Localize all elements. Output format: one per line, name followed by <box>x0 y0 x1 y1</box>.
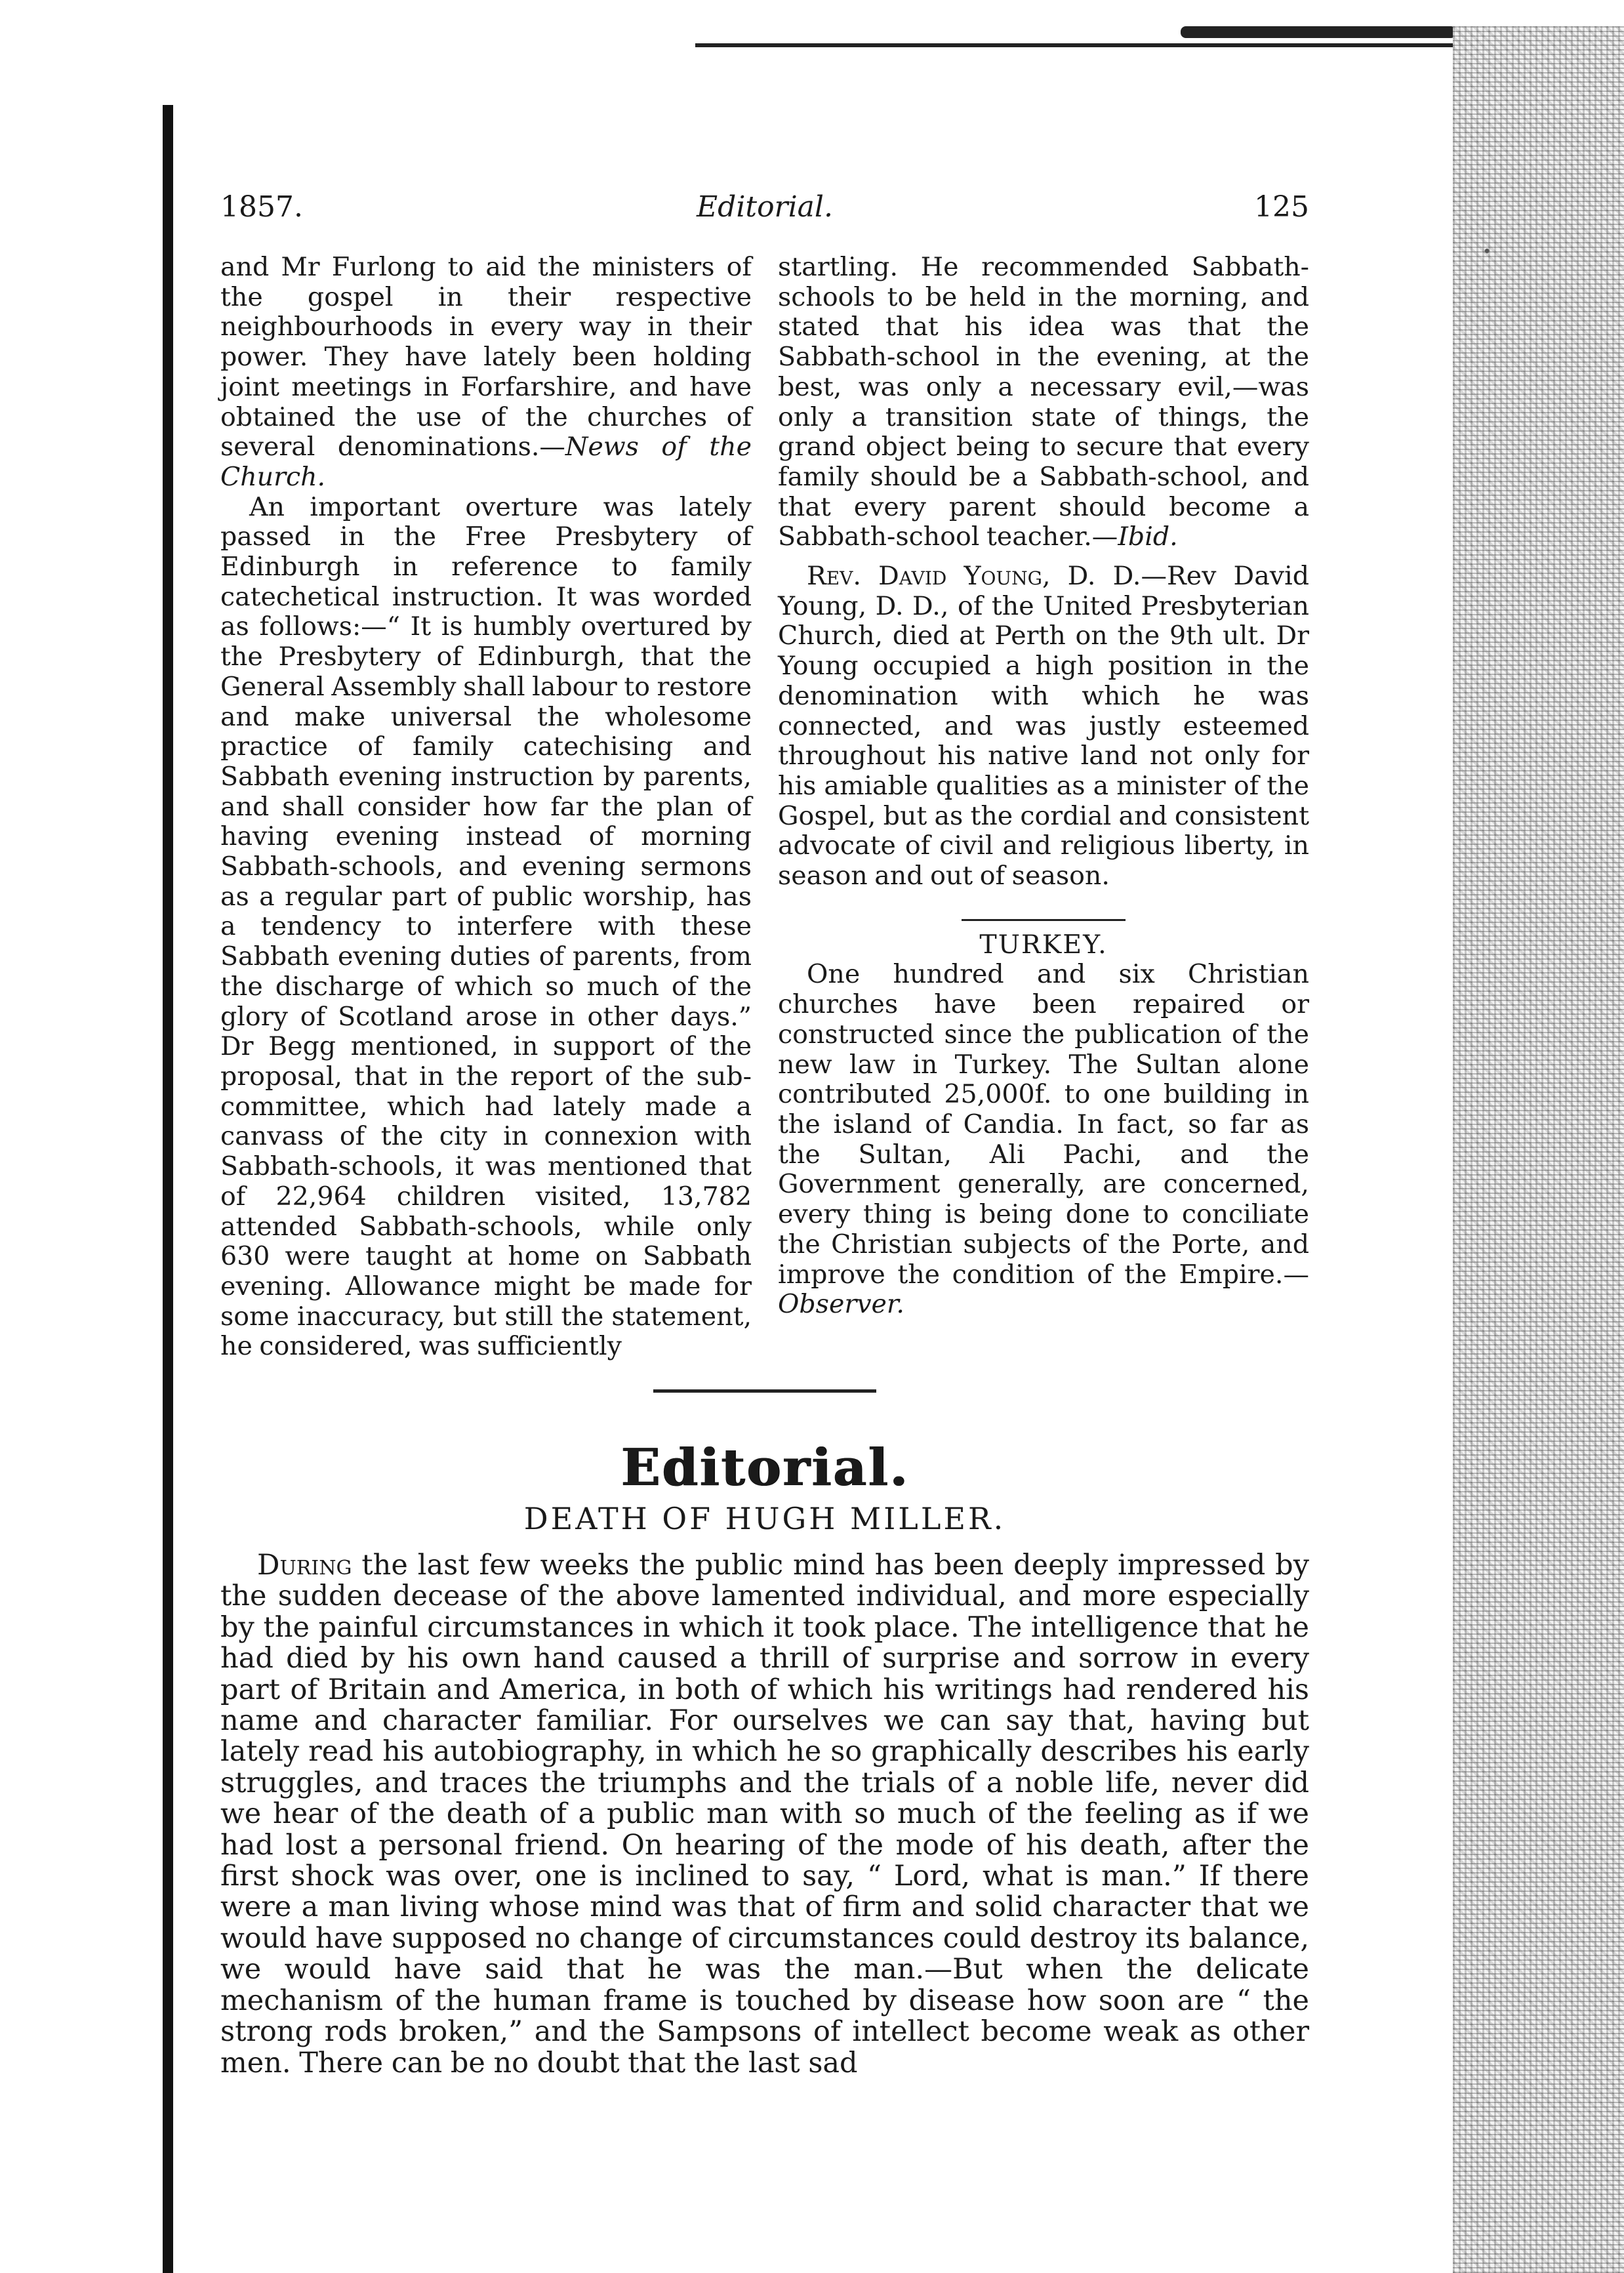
article-drop-word: During <box>257 1549 352 1582</box>
turkey-heading: TURKEY. <box>979 929 1108 960</box>
scan-binding-edge <box>163 105 173 2273</box>
left-paragraph-furlong <box>220 253 752 493</box>
article-paragraph <box>220 1550 1309 2079</box>
right-paragraph-sabbath-text: startling. He recommended Sabbath-schools to be held in the morning, and stated that his idea was that the Sabbath-school in the evening, at the best, was only a necessary evil,—was only a transition state of things, the grand object being to secure that every family should be a Sabbath-school, and that every parent should become a Sabbath-school teacher.— <box>778 252 1309 552</box>
left-paragraph-overture: An important overture was lately passed in the Free Presbytery of Edinburgh in reference to family catechetical instruction. It was worded as follows:—“ It is humbly overtured by the Presbytery of Edinburgh, that the General Assembly shall labour to restore and make universal the wholesome practice of family catechising and Sabbath evening instruction by parents, and shall consider how far the plan of having evening instead of morning Sabbath-schools, and evening sermons as a regular part of public worship, has a tendency to interfere with these Sabbath evening duties of parents, from the discharge of which so much of the glory of Scotland arose in other days.” Dr Begg mentioned, in support of the proposal, that in the report of the sub-committee, which had lately made a canvass of the city in connexion with Sabbath-schools, it was mentioned that of 22,964 children visited, 13,782 attended Sabbath-schools, while only 630 were taught at home on Sabbath evening. Allowance might be made for some inaccuracy, but still the statement, he considered, was sufficiently <box>220 491 752 1362</box>
article-body: the last few weeks the public mind has been deeply impressed by the sudden decease of the above lamented individual, and more especially by the painful circumstances in which it took place. The intelligence that he had died by his own hand caused a thrill of surprise and sorrow in every part of Britain and America, in both of which his writings had rendered his name and character familiar. For ourselves we can say that, having but lately read his autobiography, in which he so graphically describes his early struggles, and traces the triumphs and the trials of a noble life, never did we hear of the death of a public man with so much of the feeling as if we had lost a personal friend. On hearing of the mode of his death, after the first shock was over, one is inclined to say, “ Lord, what is man.” If there were a man living whose mind was that of firm and solid character that we would have supposed no change of circumstances could destroy its balance, we would have said that he was the man.—But when the delicate mechanism of the human frame is touched by disease how soon are “ the strong rods broken,” and the Sampsons of intellect become weak as other men. There can be no doubt that the last sad <box>220 1549 1309 2079</box>
obituary-text: —Rev David Young, D. D., of the United Presbyterian Church, died at Perth on the 9th ult. Dr Young occupied a high position in the denomination with which he was connected, and was justly esteemed throughout his native land not only for his amiable qualities as a minister of the Gospel, but as the cordial and consistent advocate of civil and religious liberty, in season and out of season. <box>778 561 1309 891</box>
source-ibid: Ibid. <box>1118 522 1178 552</box>
two-column-news <box>220 252 1309 1362</box>
left-column <box>220 253 752 1362</box>
scan-top-rule <box>695 39 1456 52</box>
turkey-paragraph <box>778 960 1309 1319</box>
section-divider <box>962 919 1126 921</box>
source-observer: Observer. <box>778 1289 904 1320</box>
right-column <box>778 253 1309 1320</box>
running-head <box>220 190 1309 230</box>
running-head-section: Editorial. <box>697 190 833 224</box>
obituary-david-young <box>778 562 1309 891</box>
scan-edge-noise <box>1453 26 1624 2273</box>
editorial-heading: Editorial. <box>620 1438 909 1498</box>
scan-top-rule-dark <box>1181 26 1456 38</box>
source-news-of-the-church: News of the Church. <box>220 432 752 492</box>
editorial-divider <box>653 1389 876 1393</box>
article-title: DEATH OF HUGH MILLER. <box>523 1501 1006 1536</box>
editorial-article <box>220 1550 1309 2079</box>
page-number: 125 <box>1254 190 1309 224</box>
right-paragraph-sabbath <box>778 253 1309 552</box>
running-head-year: 1857. <box>220 190 303 224</box>
turkey-paragraph-text: One hundred and six Christian churches have been repaired or constructed since the publication of the new law in Turkey. The Sultan alone contributed 25,000f. to one building in the island of Candia. In fact, so far as the Sultan, Ali Pachi, and the Government generally, are concerned, every thing is being done to conciliate the Christian subjects of the Porte, and improve the condition of the Empire.— <box>778 959 1309 1290</box>
left-paragraph-furlong-text: and Mr Furlong to aid the ministers of the gospel in their respective neighbourhoods in every way in their power. They have lately been holding joint meetings in Forfarshire, and have obtained the use of the churches of several denominations.— <box>220 252 752 462</box>
obituary-heading: Rev. David Young, D. D. <box>807 561 1141 592</box>
